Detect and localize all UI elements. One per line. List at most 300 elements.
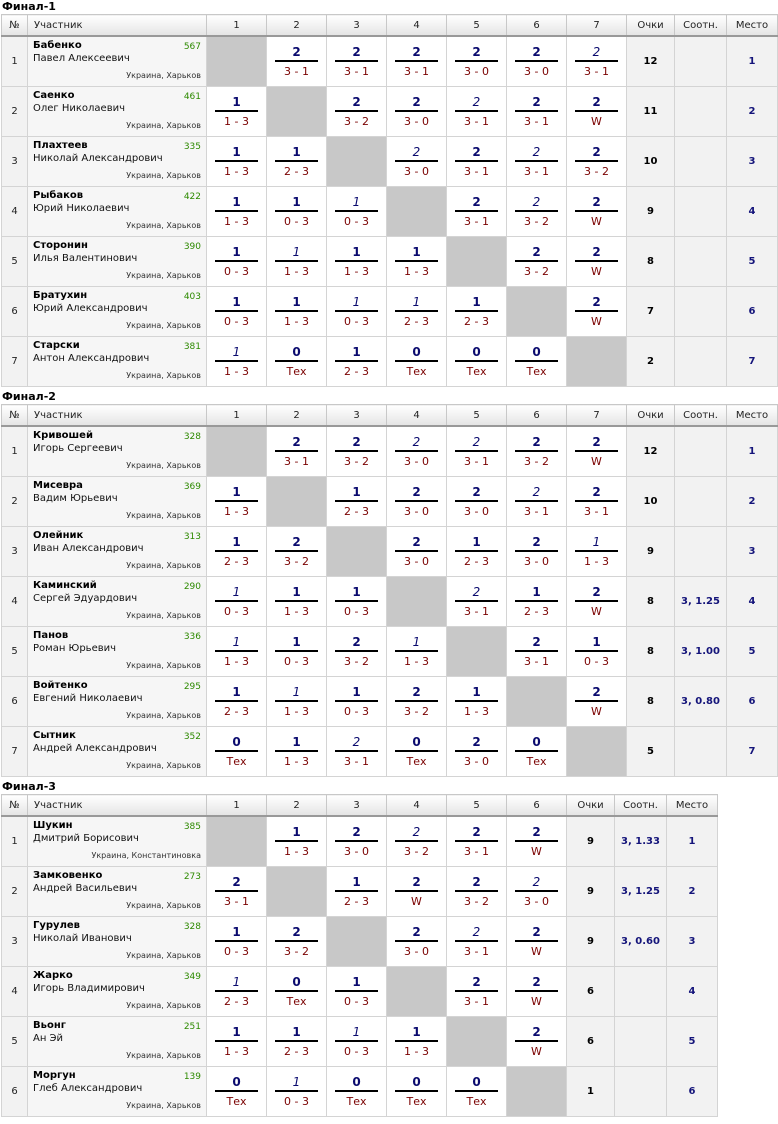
player-rating: 422 — [183, 192, 201, 202]
result-divider — [335, 840, 378, 842]
match-points: 1 — [352, 1025, 361, 1039]
table-row — [2, 187, 778, 237]
place-value: 2 — [727, 87, 778, 137]
match-score: 1 - 3 — [284, 605, 309, 618]
self-cell — [327, 527, 387, 577]
total-points: 1 — [567, 1067, 615, 1117]
match-points: 0 — [532, 735, 541, 749]
match-result — [327, 237, 387, 287]
result-divider — [395, 550, 438, 552]
match-points: 1 — [232, 685, 241, 699]
match-result — [327, 967, 387, 1017]
player-rating: 290 — [183, 582, 201, 592]
match-points: 2 — [352, 825, 361, 839]
match-points: 1 — [352, 975, 361, 989]
row-number: 1 — [2, 816, 28, 867]
match-points: 1 — [352, 195, 361, 209]
match-score: 1 - 3 — [344, 265, 369, 278]
player-location: Украина, Харьков — [126, 1101, 201, 1110]
ratio-value — [675, 237, 727, 287]
match-score: 3 - 1 — [284, 455, 309, 468]
match-result — [507, 36, 567, 87]
match-score: 0 - 3 — [284, 655, 309, 668]
match-result — [267, 577, 327, 627]
match-result — [267, 1067, 327, 1117]
match-result — [387, 867, 447, 917]
match-result — [207, 337, 267, 387]
player-surname[interactable]: Саенко — [33, 90, 75, 101]
player-surname[interactable]: Старски — [33, 340, 80, 351]
player-name: Андрей Александрович — [33, 743, 157, 754]
ratio-value — [675, 727, 727, 777]
match-score: 3 - 1 — [524, 655, 549, 668]
match-points: 1 — [292, 145, 301, 159]
match-score: 0 - 3 — [284, 215, 309, 228]
player-location: Украина, Харьков — [126, 121, 201, 130]
player-surname[interactable]: Жарко — [33, 970, 73, 981]
result-divider — [215, 360, 258, 362]
self-cell — [447, 237, 507, 287]
match-result — [327, 677, 387, 727]
player-location: Украина, Харьков — [126, 221, 201, 230]
match-score: 3 - 0 — [524, 555, 549, 568]
match-result — [507, 727, 567, 777]
col-header-player: Участник — [28, 795, 207, 817]
col-header-opponent: 4 — [387, 15, 447, 37]
match-score: 0 - 3 — [224, 265, 249, 278]
match-result — [447, 187, 507, 237]
result-divider — [275, 1090, 318, 1092]
result-divider — [215, 940, 258, 942]
result-divider — [515, 450, 558, 452]
ratio-value — [675, 36, 727, 87]
match-points: 1 — [352, 345, 361, 359]
match-result — [327, 287, 387, 337]
player-rating: 295 — [183, 682, 201, 692]
row-number: 1 — [2, 36, 28, 87]
player-surname[interactable]: Каминский — [33, 580, 97, 591]
ratio-value — [675, 87, 727, 137]
player-surname[interactable]: Мисевра — [33, 480, 83, 491]
result-divider — [455, 840, 498, 842]
player-cell — [28, 237, 207, 287]
table-row — [2, 426, 778, 477]
match-score: 3 - 0 — [404, 115, 429, 128]
result-divider — [215, 750, 258, 752]
match-points: 1 — [292, 735, 301, 749]
match-result — [327, 337, 387, 387]
player-surname[interactable]: Сытник — [33, 730, 76, 741]
match-points: 2 — [592, 145, 601, 159]
player-name: Иван Александрович — [33, 543, 144, 554]
result-divider — [455, 450, 498, 452]
player-location: Украина, Харьков — [126, 661, 201, 670]
player-surname[interactable]: Шукин — [33, 820, 73, 831]
match-points: 0 — [232, 1075, 241, 1089]
match-result — [207, 727, 267, 777]
match-points: 2 — [472, 485, 481, 499]
table-row — [2, 627, 778, 677]
match-points: 1 — [532, 585, 541, 599]
match-score: 1 - 3 — [224, 1045, 249, 1058]
section-title: Финал-2 — [2, 390, 56, 403]
result-divider — [455, 210, 498, 212]
col-header-opponent: 1 — [207, 15, 267, 37]
player-name: Игорь Сергеевич — [33, 443, 123, 454]
player-rating: 461 — [183, 92, 201, 102]
match-points: 1 — [232, 195, 241, 209]
ratio-value — [615, 1017, 667, 1067]
match-result — [327, 627, 387, 677]
result-divider — [275, 210, 318, 212]
match-score: 0 - 3 — [344, 705, 369, 718]
table-row — [2, 87, 778, 137]
result-divider — [335, 210, 378, 212]
col-header-ratio: Соотн. — [615, 795, 667, 817]
match-points: 0 — [472, 345, 481, 359]
table-row — [2, 967, 718, 1017]
col-header-opponent: 1 — [207, 405, 267, 427]
match-points: 1 — [232, 345, 241, 359]
place-value: 5 — [727, 627, 778, 677]
total-points: 2 — [627, 337, 675, 387]
match-result — [447, 137, 507, 187]
player-surname[interactable]: Войтенко — [33, 680, 88, 691]
header-row — [2, 795, 718, 817]
match-result — [207, 1067, 267, 1117]
result-divider — [215, 990, 258, 992]
match-points: 2 — [472, 825, 481, 839]
match-score: W — [591, 265, 602, 278]
match-points: 2 — [352, 45, 361, 59]
match-points: 1 — [232, 1025, 241, 1039]
match-points: 0 — [532, 345, 541, 359]
ratio-value — [675, 337, 727, 387]
match-score: 0 - 3 — [344, 215, 369, 228]
col-header-points: Очки — [627, 405, 675, 427]
player-surname[interactable]: Олейник — [33, 530, 84, 541]
player-location: Украина, Харьков — [126, 761, 201, 770]
result-divider — [515, 360, 558, 362]
match-points: 1 — [352, 685, 361, 699]
match-result — [207, 677, 267, 727]
match-points: 2 — [352, 735, 361, 749]
match-points: 2 — [292, 435, 301, 449]
table-row — [2, 527, 778, 577]
match-score: 3 - 1 — [344, 755, 369, 768]
match-result — [327, 1067, 387, 1117]
player-surname[interactable]: Замковенко — [33, 870, 103, 881]
match-result — [567, 477, 627, 527]
player-surname[interactable]: Плахтеев — [33, 140, 88, 151]
player-surname[interactable]: Кривошей — [33, 430, 93, 441]
match-points: 2 — [592, 45, 601, 59]
match-score: 3 - 1 — [464, 845, 489, 858]
match-result — [447, 917, 507, 967]
match-points: 2 — [532, 485, 541, 499]
match-result — [267, 1017, 327, 1067]
result-divider — [275, 940, 318, 942]
match-result — [267, 816, 327, 867]
result-divider — [515, 60, 558, 62]
match-score: 3 - 1 — [464, 215, 489, 228]
self-cell — [207, 426, 267, 477]
match-score: 0 - 3 — [224, 945, 249, 958]
result-divider — [215, 110, 258, 112]
result-divider — [455, 700, 498, 702]
match-points: 1 — [232, 485, 241, 499]
table-row — [2, 337, 778, 387]
match-result — [207, 867, 267, 917]
result-divider — [275, 310, 318, 312]
result-divider — [455, 600, 498, 602]
result-divider — [395, 750, 438, 752]
match-score: 1 - 3 — [404, 265, 429, 278]
player-name: Юрий Николаевич — [33, 203, 130, 214]
match-points: 2 — [472, 925, 481, 939]
match-score: 3 - 1 — [464, 165, 489, 178]
place-value: 6 — [667, 1067, 718, 1117]
results-table — [1, 14, 778, 387]
match-result — [507, 867, 567, 917]
ratio-value — [675, 287, 727, 337]
header-row — [2, 15, 778, 37]
player-name: Антон Александрович — [33, 353, 150, 364]
match-points: 2 — [472, 735, 481, 749]
result-divider — [515, 990, 558, 992]
col-header-opponent: 5 — [447, 405, 507, 427]
match-score: 0 - 3 — [224, 315, 249, 328]
match-score: 1 - 3 — [284, 315, 309, 328]
match-points: 1 — [232, 295, 241, 309]
player-cell — [28, 137, 207, 187]
result-divider — [515, 840, 558, 842]
result-divider — [575, 310, 618, 312]
match-result — [387, 237, 447, 287]
col-header-opponent: 3 — [327, 405, 387, 427]
table-row — [2, 477, 778, 527]
total-points: 8 — [627, 627, 675, 677]
match-points: 1 — [472, 685, 481, 699]
match-points: 0 — [412, 735, 421, 749]
match-result — [267, 287, 327, 337]
match-result — [507, 917, 567, 967]
match-score: 0 - 3 — [344, 315, 369, 328]
total-points: 8 — [627, 577, 675, 627]
match-result — [327, 87, 387, 137]
match-points: 2 — [532, 925, 541, 939]
match-result — [447, 87, 507, 137]
match-score: W — [531, 945, 542, 958]
match-result — [387, 1017, 447, 1067]
result-divider — [335, 890, 378, 892]
result-divider — [275, 1040, 318, 1042]
match-score: 0 - 3 — [224, 605, 249, 618]
result-divider — [335, 1090, 378, 1092]
result-divider — [515, 210, 558, 212]
player-cell — [28, 477, 207, 527]
player-surname[interactable]: Рыбаков — [33, 190, 84, 201]
result-divider — [335, 260, 378, 262]
total-points: 7 — [627, 287, 675, 337]
match-score: 3 - 0 — [464, 505, 489, 518]
player-name: Павел Алексеевич — [33, 53, 130, 64]
match-score: 3 - 1 — [524, 165, 549, 178]
match-score: 3 - 2 — [404, 845, 429, 858]
match-score: 3 - 0 — [464, 65, 489, 78]
match-points: 0 — [412, 345, 421, 359]
match-result — [207, 527, 267, 577]
match-score: 1 - 3 — [404, 655, 429, 668]
match-result — [447, 477, 507, 527]
result-divider — [395, 700, 438, 702]
result-divider — [335, 360, 378, 362]
result-divider — [275, 160, 318, 162]
table-row — [2, 917, 718, 967]
player-surname[interactable]: Вьонг — [33, 1020, 66, 1031]
match-score: Тех — [406, 1095, 427, 1108]
table-row — [2, 237, 778, 287]
match-points: 0 — [412, 1075, 421, 1089]
col-header-opponent: 5 — [447, 795, 507, 817]
result-divider — [515, 500, 558, 502]
place-value: 2 — [667, 867, 718, 917]
col-header-place: Место — [667, 795, 718, 817]
player-name: Сергей Эдуардович — [33, 593, 138, 604]
match-points: 0 — [472, 1075, 481, 1089]
ratio-value — [615, 1067, 667, 1117]
match-score: 0 - 3 — [344, 1045, 369, 1058]
row-number: 6 — [2, 677, 28, 727]
match-result — [507, 627, 567, 677]
match-result — [207, 477, 267, 527]
player-location: Украина, Харьков — [126, 951, 201, 960]
col-header-opponent: 6 — [507, 795, 567, 817]
player-surname[interactable]: Панов — [33, 630, 69, 641]
match-result — [207, 1017, 267, 1067]
match-score: 3 - 1 — [224, 895, 249, 908]
player-location: Украина, Харьков — [126, 1001, 201, 1010]
match-points: 2 — [592, 485, 601, 499]
total-points: 6 — [567, 1017, 615, 1067]
match-score: W — [591, 605, 602, 618]
match-score: 1 - 3 — [224, 165, 249, 178]
result-divider — [575, 110, 618, 112]
match-score: W — [411, 895, 422, 908]
match-result — [387, 477, 447, 527]
player-name: Вадим Юрьевич — [33, 493, 118, 504]
results-table — [1, 794, 718, 1117]
player-location: Украина, Харьков — [126, 511, 201, 520]
match-result — [507, 87, 567, 137]
match-points: 2 — [472, 585, 481, 599]
player-cell — [28, 577, 207, 627]
result-divider — [575, 60, 618, 62]
match-score: Тех — [226, 755, 247, 768]
match-points: 1 — [352, 875, 361, 889]
match-points: 0 — [352, 1075, 361, 1089]
result-divider — [395, 650, 438, 652]
match-result — [447, 426, 507, 477]
result-divider — [215, 600, 258, 602]
result-divider — [395, 890, 438, 892]
match-score: W — [591, 215, 602, 228]
player-name: Роман Юрьевич — [33, 643, 117, 654]
player-surname[interactable]: Сторонин — [33, 240, 88, 251]
match-points: 0 — [292, 975, 301, 989]
match-score: 2 - 3 — [284, 1045, 309, 1058]
player-name: Игорь Владимирович — [33, 983, 145, 994]
result-divider — [395, 1090, 438, 1092]
match-score: 3 - 2 — [404, 705, 429, 718]
result-divider — [215, 700, 258, 702]
table-row — [2, 867, 718, 917]
match-score: W — [591, 705, 602, 718]
result-divider — [395, 1040, 438, 1042]
player-rating: 385 — [183, 822, 201, 832]
match-points: 1 — [292, 585, 301, 599]
player-surname[interactable]: Бабенко — [33, 40, 82, 51]
match-result — [567, 677, 627, 727]
match-points: 2 — [592, 435, 601, 449]
match-score: 3 - 0 — [464, 755, 489, 768]
match-score: 3 - 0 — [524, 65, 549, 78]
match-points: 2 — [472, 95, 481, 109]
total-points: 9 — [567, 816, 615, 867]
result-divider — [455, 310, 498, 312]
result-divider — [335, 110, 378, 112]
result-divider — [215, 310, 258, 312]
match-score: 3 - 1 — [464, 945, 489, 958]
col-header-player: Участник — [28, 405, 207, 427]
total-points: 10 — [627, 477, 675, 527]
match-points: 1 — [412, 635, 421, 649]
player-name: Юрий Александрович — [33, 303, 148, 314]
match-points: 1 — [412, 245, 421, 259]
self-cell — [207, 36, 267, 87]
result-divider — [395, 110, 438, 112]
match-score: 3 - 0 — [404, 555, 429, 568]
match-result — [207, 967, 267, 1017]
match-result — [207, 237, 267, 287]
player-cell — [28, 337, 207, 387]
result-divider — [395, 840, 438, 842]
ratio-value: 3, 1.25 — [675, 577, 727, 627]
match-score: 3 - 1 — [284, 65, 309, 78]
player-surname[interactable]: Братухин — [33, 290, 88, 301]
match-points: 1 — [352, 295, 361, 309]
player-rating: 328 — [183, 922, 201, 932]
player-surname[interactable]: Гурулев — [33, 920, 81, 931]
match-result — [447, 577, 507, 627]
match-score: 3 - 2 — [284, 945, 309, 958]
ratio-value — [675, 426, 727, 477]
match-score: 3 - 0 — [404, 165, 429, 178]
self-cell — [507, 677, 567, 727]
match-score: 3 - 2 — [584, 165, 609, 178]
player-name: Дмитрий Борисович — [33, 833, 139, 844]
col-header-num: № — [2, 15, 28, 37]
match-score: 3 - 1 — [464, 455, 489, 468]
player-rating: 352 — [183, 732, 201, 742]
match-score: 3 - 2 — [464, 895, 489, 908]
place-value: 2 — [727, 477, 778, 527]
ratio-value: 3, 0.60 — [615, 917, 667, 967]
result-divider — [575, 450, 618, 452]
match-points: 2 — [352, 435, 361, 449]
player-surname[interactable]: Моргун — [33, 1070, 76, 1081]
match-result — [387, 36, 447, 87]
